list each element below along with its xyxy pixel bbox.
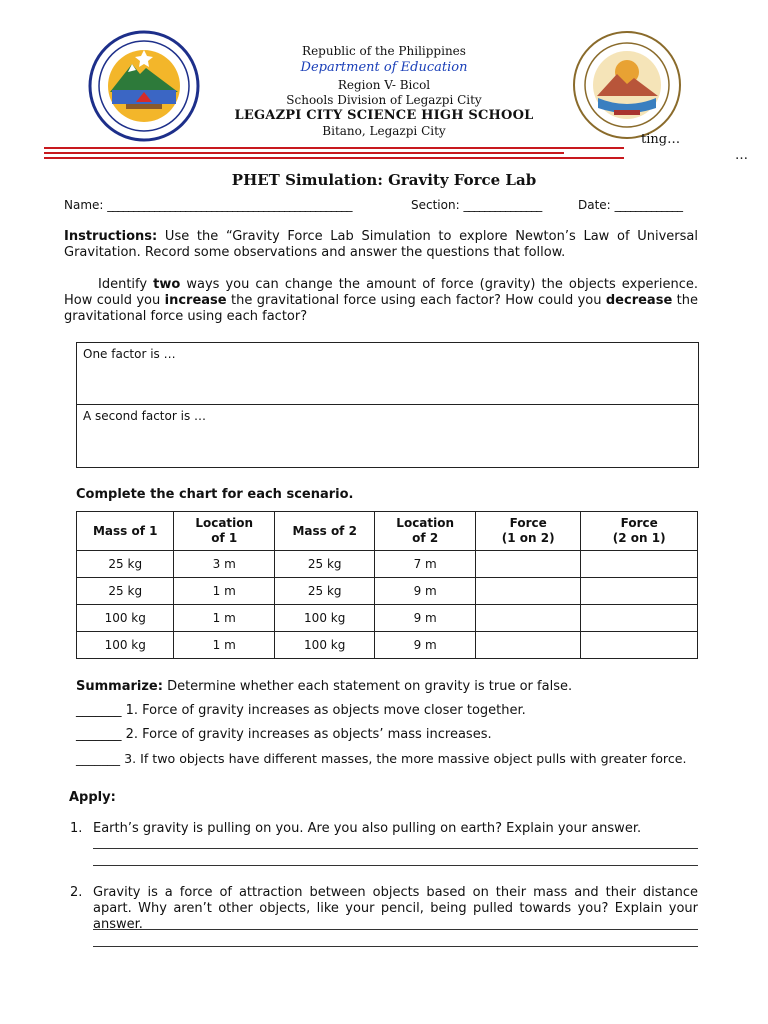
question-1-text: Earth’s gravity is pulling on you. Are you also pulling on earth? Explain your answer.	[93, 821, 642, 836]
table-cell: 100 kg	[77, 632, 174, 659]
question-1-number: 1.	[70, 821, 83, 836]
instructions-text: Use the “Gravity Force Lab Simulation to explore Newton’s Law of Universal Gravitation. Record some observations and answer the questions that follow.	[64, 229, 698, 260]
section-label: Section:	[411, 198, 460, 212]
name-label: Name:	[64, 198, 104, 212]
col-header-force-1-on-2	[475, 512, 581, 551]
table-cell: 3 m	[174, 551, 274, 578]
header-ellipsis: …	[735, 148, 748, 163]
table-row	[77, 605, 698, 632]
col-header-text: Location	[195, 516, 254, 530]
col-header-text: Force	[509, 516, 547, 530]
answer-line-1a[interactable]	[93, 848, 698, 849]
header-school-name: LEGAZPI CITY SCIENCE HIGH SCHOOL	[234, 108, 534, 123]
col-header-text: (1 on 2)	[501, 531, 555, 545]
question-2-text: Gravity is a force of attraction between objects based on their mass and their distance apart. Why aren’t other objects, like your pencil, being pulled towards you? Explain your answer.	[93, 885, 698, 932]
header-rule-3	[44, 157, 624, 159]
table-cell: 100 kg	[77, 605, 174, 632]
table-cell: 1 m	[174, 605, 274, 632]
name-blank[interactable]: _______________________________________________	[107, 198, 352, 212]
force-answer-cell[interactable]	[581, 551, 698, 578]
force-answer-cell[interactable]	[475, 578, 581, 605]
table-cell: 7 m	[375, 551, 475, 578]
header-rule-2	[44, 152, 564, 154]
header-rule-1	[44, 147, 624, 149]
table-cell: 25 kg	[77, 551, 174, 578]
col-header-text: of 2	[412, 531, 439, 545]
force-answer-cell[interactable]	[475, 632, 581, 659]
table-cell: 25 kg	[274, 551, 374, 578]
identify-bold-increase: increase	[164, 293, 227, 308]
table-cell: 9 m	[375, 632, 475, 659]
header-republic: Republic of the Philippines	[302, 44, 466, 58]
table-cell: 9 m	[375, 578, 475, 605]
identify-paragraph	[64, 277, 698, 325]
header-department: Department of Education	[300, 60, 468, 75]
identify-text-1: Identify	[98, 277, 154, 292]
col-header-text: Mass of 2	[292, 523, 357, 538]
col-header-location-1	[174, 512, 274, 551]
table-cell: 100 kg	[274, 605, 374, 632]
statement-2[interactable]: _______ 2. Force of gravity increases as objects’ mass increases.	[76, 727, 492, 742]
header-division: Schools Division of Legazpi City	[286, 93, 482, 107]
table-row	[77, 578, 698, 605]
header-region: Region V- Bicol	[337, 78, 431, 92]
factor-cell-1[interactable]	[77, 343, 698, 405]
header-address: Bitano, Legazpi City	[322, 124, 446, 138]
chart-label: Complete the chart for each scenario.	[76, 487, 354, 502]
col-header-text: Mass of 1	[92, 523, 158, 538]
table-cell: 100 kg	[274, 632, 374, 659]
col-header-text: Location	[396, 516, 455, 530]
force-answer-cell[interactable]	[581, 605, 698, 632]
col-header-text: Force	[620, 516, 658, 530]
instructions	[64, 229, 698, 261]
table-row	[77, 632, 698, 659]
identify-text-2: ways you can change the amount of force (gravity) the objects experience. How could you	[64, 277, 698, 308]
factor-label-1: One factor is …	[83, 347, 176, 361]
page-title: PHET Simulation: Gravity Force Lab	[231, 171, 537, 189]
statement-1[interactable]: _______ 1. Force of gravity increases as objects move closer together.	[76, 703, 526, 718]
summarize-intro	[76, 679, 572, 694]
col-header-force-2-on-1	[581, 512, 698, 551]
date-blank[interactable]: _____________	[614, 198, 683, 212]
identify-text-4: the gravitational force using each factor?	[64, 293, 698, 324]
table-cell: 9 m	[375, 605, 475, 632]
factor-label-2: A second factor is …	[83, 409, 207, 423]
table-cell: 25 kg	[274, 578, 374, 605]
identify-text-3: the gravitational force using each factor? How could you	[226, 293, 606, 308]
force-answer-cell[interactable]	[581, 632, 698, 659]
header-stray-text: ting…	[641, 132, 681, 147]
col-header-mass-2	[274, 512, 374, 551]
question-2-number: 2.	[70, 885, 83, 900]
force-answer-cell[interactable]	[581, 578, 698, 605]
date-field	[578, 198, 682, 212]
section-field	[411, 198, 541, 212]
apply-label: Apply:	[69, 790, 116, 805]
factor-cell-2[interactable]	[77, 405, 698, 466]
scenario-table	[76, 511, 698, 659]
date-label: Date:	[578, 198, 611, 212]
summarize-label: Summarize:	[76, 679, 163, 694]
factor-box	[76, 342, 699, 468]
answer-line-2a[interactable]	[93, 929, 698, 930]
summarize-text: Determine whether each statement on gravity is true or false.	[162, 679, 573, 694]
table-cell: 25 kg	[77, 578, 174, 605]
answer-line-2b[interactable]	[93, 946, 698, 947]
section-blank[interactable]: _______________	[463, 198, 542, 212]
col-header-location-2	[375, 512, 475, 551]
force-answer-cell[interactable]	[475, 551, 581, 578]
statement-3[interactable]: _______ 3. If two objects have different masses, the more massive object pulls with greater force.	[76, 751, 687, 766]
instructions-label: Instructions:	[64, 229, 158, 244]
table-cell: 1 m	[174, 632, 274, 659]
table-cell: 1 m	[174, 578, 274, 605]
identify-bold-two: two	[153, 277, 181, 292]
identify-bold-decrease: decrease	[605, 293, 673, 308]
col-header-text: of 1	[211, 531, 238, 545]
force-answer-cell[interactable]	[475, 605, 581, 632]
table-header-row	[77, 512, 698, 551]
answer-line-1b[interactable]	[93, 865, 698, 866]
col-header-text: (2 on 1)	[612, 531, 666, 545]
name-field	[64, 198, 352, 212]
table-row	[77, 551, 698, 578]
col-header-mass-1	[77, 512, 174, 551]
